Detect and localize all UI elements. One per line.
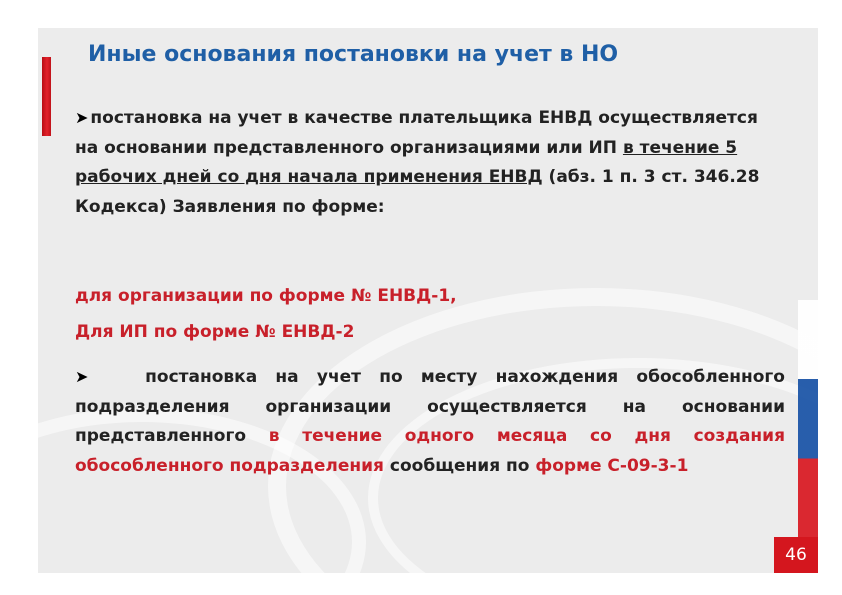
paragraph-separate-division: [75, 362, 785, 481]
red-accent-bar: [42, 57, 51, 136]
arrow-bullet-icon: ➤: [75, 108, 89, 127]
deadline-red-text: в течение одного месяца со дня создания обособленного подразделения: [75, 426, 785, 476]
paragraph-registration-envd: [75, 103, 775, 222]
flag-accent-strip: [798, 300, 818, 540]
form-line-organization: для организации по форме № ЕНВД-1,: [75, 286, 457, 306]
page-number-badge: 46: [774, 537, 818, 573]
paragraph-text: (абз. 1 п. 3 ст. 346.28 Кодекса) Заявления по форме:: [75, 167, 760, 217]
arrow-bullet-icon: ➤: [75, 367, 89, 386]
deadline-underlined-text: в течение 5 рабочих дней со дня начала применения ЕНВД: [75, 137, 738, 187]
paragraph-text: постановка на учет в качестве плательщика ЕНВД осуществляется на основании представленного организациями или ИП: [75, 108, 758, 158]
paragraph-text: постановка на учет по месту нахождения обособленного подразделения организации осуществляется на основании представленного: [75, 367, 785, 446]
paragraph-text: сообщения по: [383, 455, 536, 476]
form-code-red-text: форме С-09-3-1: [535, 455, 689, 476]
slide-title: Иные основания постановки на учет в НО: [88, 42, 619, 67]
form-line-ip: Для ИП по форме № ЕНВД-2: [75, 322, 355, 342]
